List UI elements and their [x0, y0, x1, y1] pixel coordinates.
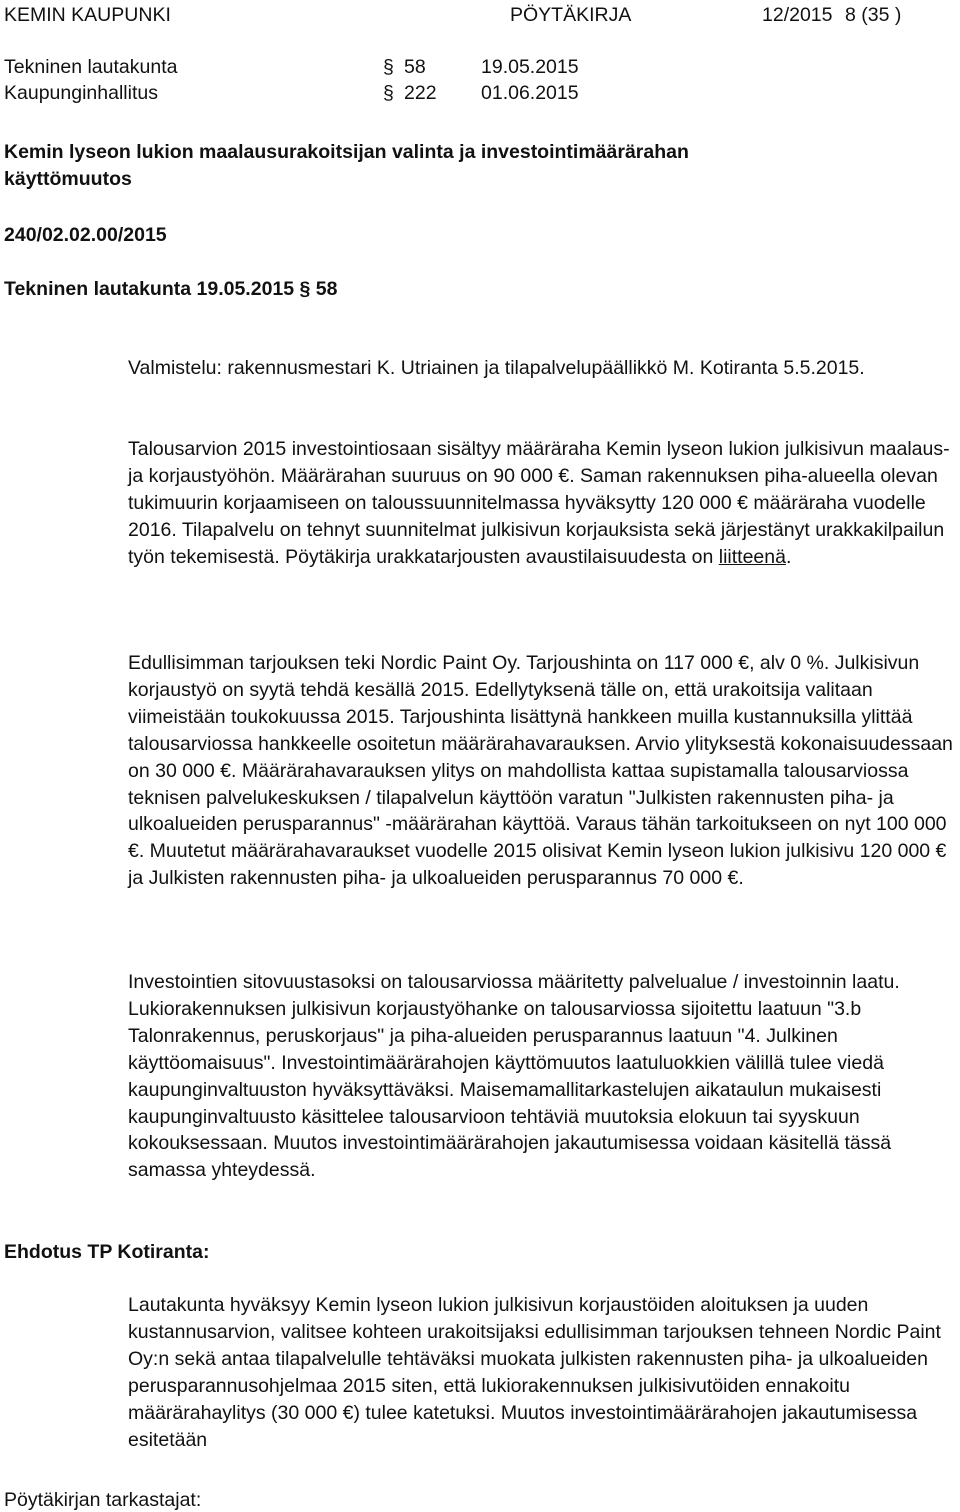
budget-paragraph-text: Talousarvion 2015 investointiosaan sisältyy määräraha Kemin lyseon lukion julkisivun maalaus- ja korjaustyöhön. Määrärahan suuruus on 90 000 €. Saman rakennuksen piha-alueella olevan tukimuurin korjaamiseen on taloussuunnitelmassa hyväksytty 120 000 € määräraha vuodelle 2016. Tilapalvelu on tehnyt suunnitelmat julkisivun korjauksista sekä järjestänyt urakkakilpailun työn tekemisestä. Pöytäkirja urakkatarjousten avaustilaisuudesta on	[128, 438, 950, 568]
document-number: 12/2015	[762, 4, 833, 26]
body-name: Kaupunginhallitus	[4, 82, 158, 104]
organization-name: KEMIN KAUPUNKI	[4, 4, 171, 26]
reference-number: 240/02.02.00/2015	[4, 224, 167, 246]
budget-paragraph-end: .	[785, 545, 792, 568]
section-symbol: §	[383, 82, 394, 104]
section-symbol: §	[383, 56, 394, 78]
budget-paragraph	[128, 436, 958, 571]
meeting-heading: Tekninen lautakunta 19.05.2015 § 58	[4, 278, 338, 300]
document-title-continued: käyttömuutos	[4, 168, 132, 190]
preparation-paragraph: Valmistelu: rakennusmestari K. Utriainen ja tilapalvelupäällikkö M. Kotiranta 5.5.2015.	[128, 357, 865, 379]
body-name: Tekninen lautakunta	[4, 56, 178, 78]
minutes-examiners-label: Pöytäkirjan tarkastajat:	[4, 1489, 202, 1511]
attachment-link[interactable]: liitteenä	[718, 545, 786, 568]
proposal-paragraph: Lautakunta hyväksyy Kemin lyseon lukion julkisivun korjaustöiden aloituksen ja uuden kustannusarvion, valitsee kohteen urakoitsijaksi edullisimman tarjouksen tehneen Nordic Paint Oy:n sekä antaa tilapalvelulle tehtäväksi muokata julkisten rakennusten piha- ja ulkoalueiden perusparannusohjelmaa 2015 siten, että lukiorakennuksen julkisivutöiden ennakoitu määrärahaylitys (30 000 €) tulee katetuksi. Muutos investointimäärärahojen jakautumisessa esitetään	[128, 1294, 941, 1451]
section-number: 222	[404, 82, 437, 104]
document-title: Kemin lyseon lukion maalausurakoitsijan valinta ja investointimäärärahan	[4, 141, 689, 163]
meeting-date: 19.05.2015	[481, 56, 579, 78]
page-number: 8 (35 )	[845, 4, 902, 26]
section-number: 58	[404, 56, 426, 78]
binding-level-paragraph: Investointien sitovuustasoksi on talousarviossa määritetty palvelualue / investoinnin laatu. Lukiorakennuksen julkisivun korjaustyöhanke on talousarviossa sijoitettu laatuun "3.b Talonrakennus, peruskorjaus" ja piha-alueiden perusparannus laatuun "4. Julkinen käyttöomaisuus". Investointimäärärahojen käyttömuutos laatuluokkien välillä tulee viedä kaupunginvaltuuston hyväksyttäväksi. Maisemamallitarkastelujen aikataulun mukaisesti kaupunginvaltuusto käsittelee talousarvioon tehtäviä muutoksia elokuun tai syyskuun kokouksessaan. Muutos investointimäärärahojen jakautumisessa voidaan käsitellä tässä samassa yhteydessä.	[128, 971, 900, 1182]
meeting-date: 01.06.2015	[481, 82, 579, 104]
tender-paragraph: Edullisimman tarjouksen teki Nordic Paint Oy. Tarjoushinta on 117 000 €, alv 0 %. Julkisivun korjaustyö on syytä tehdä kesällä 2015. Edellytyksenä tälle on, että urakoitsija valitaan viimeistään toukokuussa 2015. Tarjoushinta lisättynä hankkeen muilla kustannuksilla ylittää talousarviossa hankkeelle osoitetun määrärahavarauksen. Arvio ylityksestä kokonaisuudessaan on 30 000 €. Määrärahavarauksen ylitys on mahdollista kattaa supistamalla talousarviossa teknisen palvelukeskuksen / tilapalvelun käyttöön varatun "Julkisten rakennusten piha- ja ulkoalueiden perusparannus" -määrärahan käyttöä. Varaus tähän tarkoitukseen on nyt 100 000 €. Muutetut määrärahavaraukset vuodelle 2015 olisivat Kemin lyseon lukion julkisivu 120 000 € ja Julkisten rakennusten piha- ja ulkoalueiden perusparannus 70 000 €.	[128, 652, 953, 890]
proposal-label: Ehdotus TP Kotiranta:	[4, 1241, 210, 1263]
document-type: PÖYTÄKIRJA	[510, 4, 632, 26]
